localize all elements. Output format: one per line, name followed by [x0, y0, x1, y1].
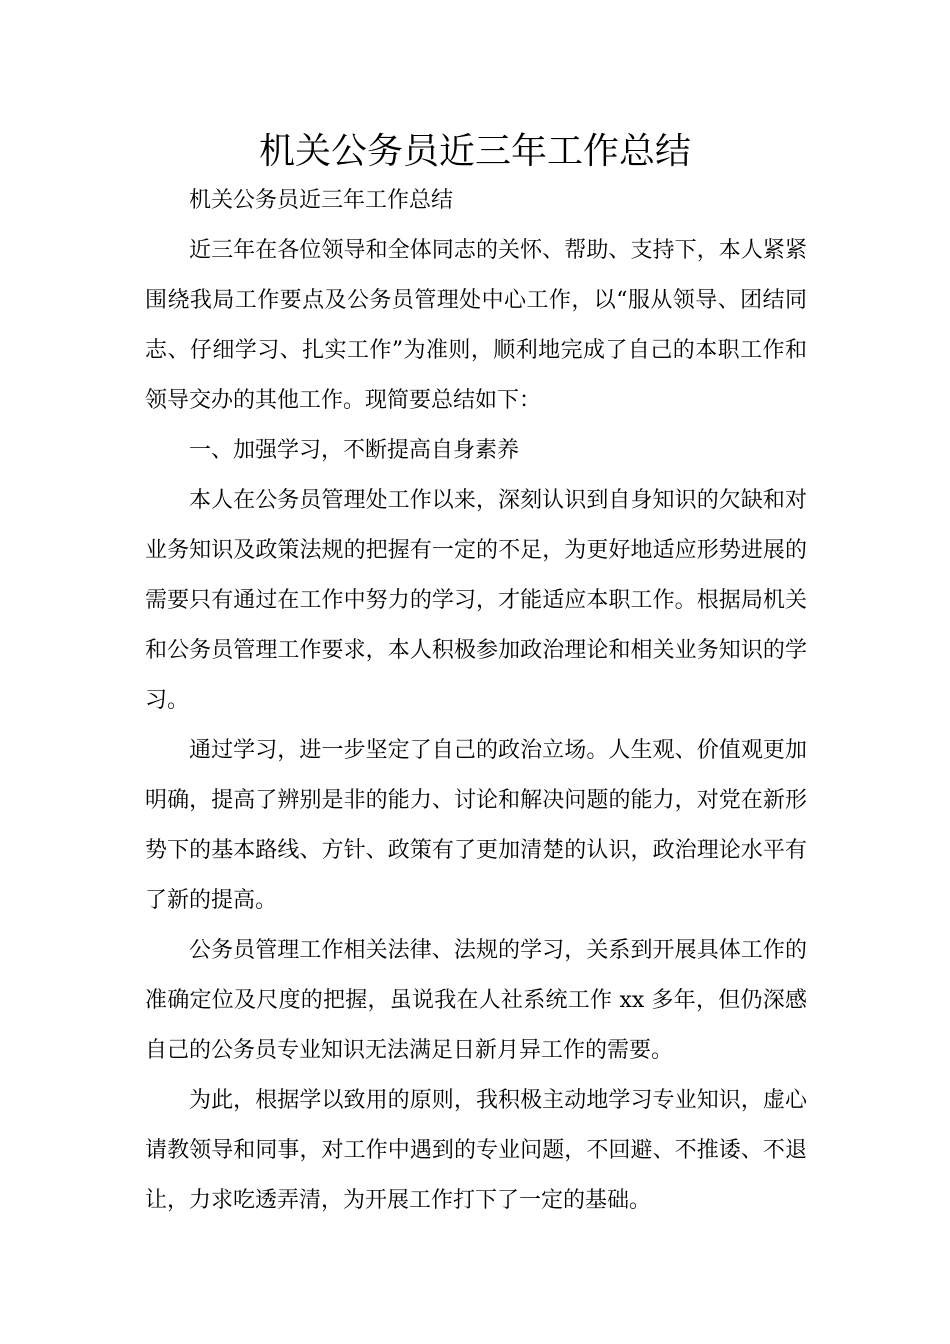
paragraph-applied-learning: 为此，根据学以致用的原则，我积极主动地学习专业知识，虚心请教领导和同事，对工作中遇到的专业问题，不回避、不推诿、不退让，力求吃透弄清，为开展工作打下了一定的基础。	[145, 1088, 807, 1213]
paragraph-subtitle: 机关公务员近三年工作总结	[189, 188, 454, 213]
paragraph-intro: 近三年在各位领导和全体同志的关怀、帮助、支持下，本人紧紧围绕我局工作要点及公务员管理处中心工作，以“服从领导、团结同志、仔细学习、扎实工作”为准则，顺利地完成了自己的本职工作和领导交办的其他工作。现简要总结如下：	[145, 238, 807, 413]
paragraph-laws-study: 公务员管理工作相关法律、法规的学习，关系到开展具体工作的准确定位及尺度的把握，虽说我在人社系统工作 xx 多年，但仍深感自己的公务员专业知识无法满足日新月异工作的需要。	[145, 938, 807, 1063]
section-heading-1: 一、加强学习，不断提高自身素养	[189, 438, 520, 463]
document-title: 机关公务员近三年工作总结	[258, 131, 691, 172]
paragraph-political-stance: 通过学习，进一步坚定了自己的政治立场。人生观、价值观更加明确，提高了辨别是非的能力、讨论和解决问题的能力，对党在新形势下的基本路线、方针、政策有了更加清楚的认识，政治理论水平有了新的提高。	[145, 738, 807, 913]
document-body	[145, 176, 807, 1226]
paragraph-learning: 本人在公务员管理处工作以来，深刻认识到自身知识的欠缺和对业务知识及政策法规的把握有一定的不足，为更好地适应形势进展的需要只有通过在工作中努力的学习，才能适应本职工作。根据局机关和公务员管理工作要求，本人积极参加政治理论和相关业务知识的学习。	[145, 488, 807, 713]
